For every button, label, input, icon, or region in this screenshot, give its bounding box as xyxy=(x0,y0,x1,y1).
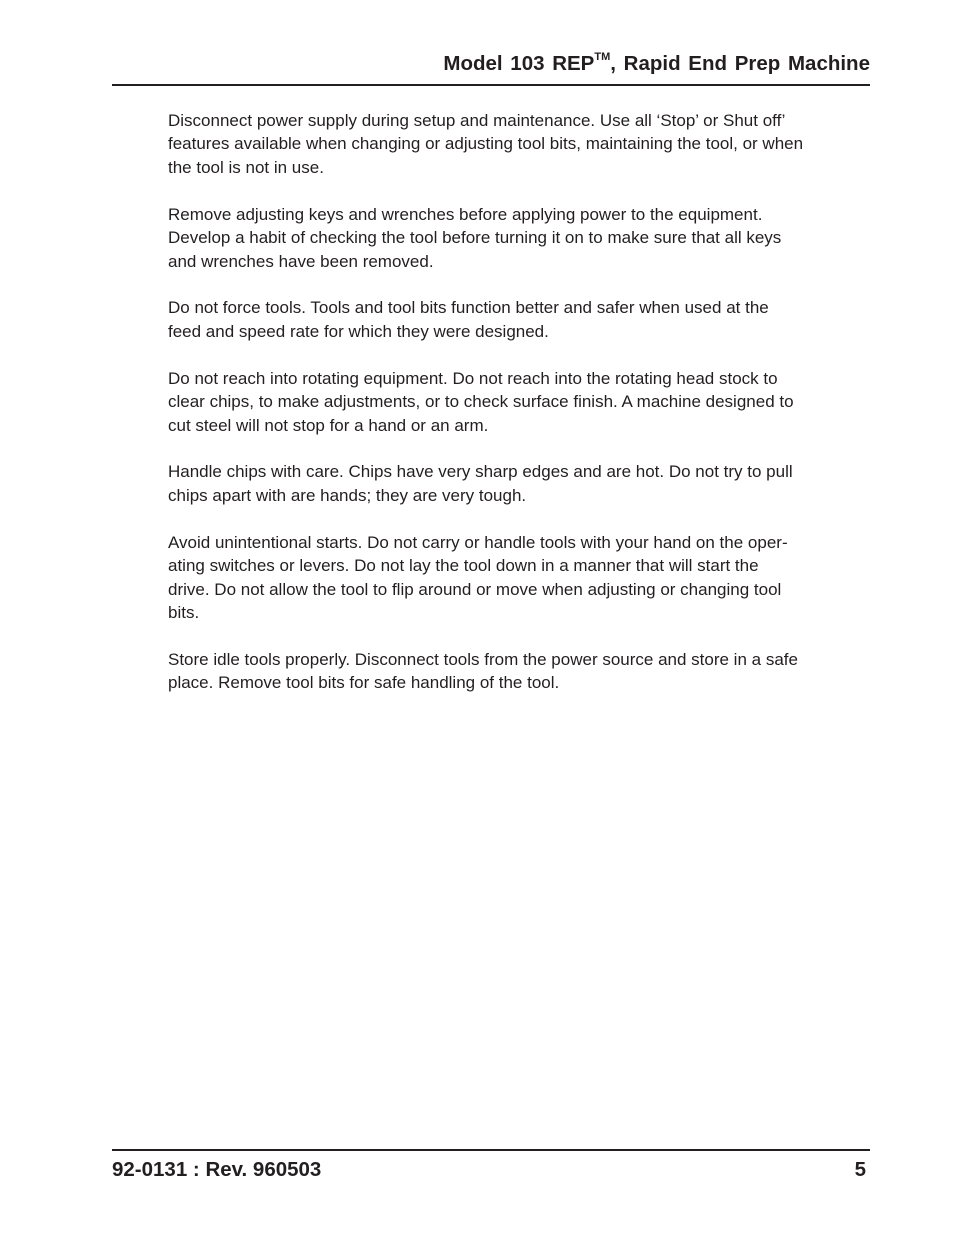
safety-instructions xyxy=(168,109,870,718)
page-header xyxy=(112,50,870,86)
title-main: Model 103 REP xyxy=(443,52,595,75)
page-footer xyxy=(112,1149,870,1181)
document-number: 92-0131 : Rev. 960503 xyxy=(112,1158,322,1181)
paragraph-store-idle-tools: Store idle tools properly. Disconnect tools from the power source and store in a safe place. Remove tool bits for safe handling of the tool. xyxy=(168,649,798,693)
page-number: 5 xyxy=(854,1158,866,1181)
paragraph-do-not-force: Do not force tools. Tools and tool bits function better and safer when used at the feed and speed rate for which they were designed. xyxy=(168,298,769,341)
trademark-mark: TM xyxy=(594,51,611,64)
page-title xyxy=(443,52,870,76)
paragraph-unintentional-starts: Avoid unintentional starts. Do not carry or handle tools with your hand on the oper- ating switches or levers. Do not lay the tool down in a manner that will start the drive. Do not allow the tool to flip around or move when adjusting or changing tool bits. xyxy=(168,532,788,622)
paragraph-disconnect-power: Disconnect power supply during setup and maintenance. Use all ‘Stop’ or Shut off’ features available when changing or adjusting tool bits, maintaining the tool, or when the tool is not in use. xyxy=(168,111,804,177)
paragraph-remove-keys: Remove adjusting keys and wrenches before applying power to the equipment. Develop a habit of checking the tool before turning it on to make sure that all keys and wrenches have been removed. xyxy=(168,204,782,271)
paragraph-handle-chips: Handle chips with care. Chips have very sharp edges and are hot. Do not try to pull chips apart with are hands; they are very tough. xyxy=(168,462,793,505)
paragraph-rotating-equipment: Do not reach into rotating equipment. Do not reach into the rotating head stock to clear chips, to make adjustments, or to check surface finish. A machine designed to cut steel will not stop for a hand or an arm. xyxy=(168,368,794,435)
title-rest: , Rapid End Prep Machine xyxy=(610,52,870,75)
